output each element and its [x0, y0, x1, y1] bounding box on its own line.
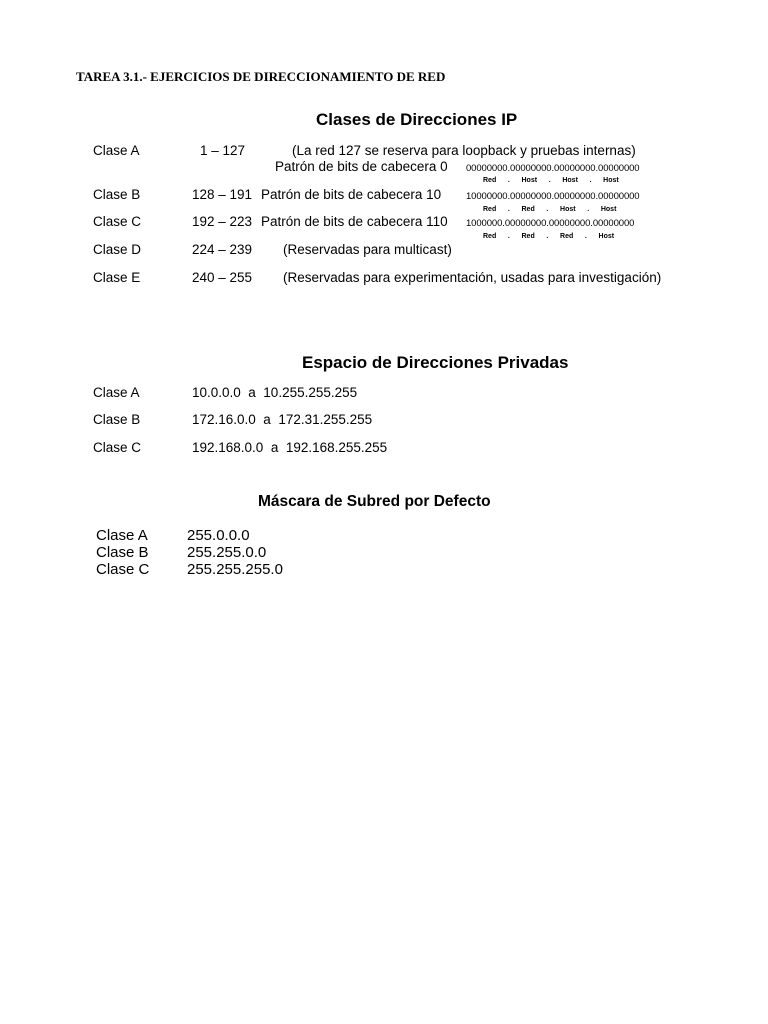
- class-c-range: 192 – 223: [192, 214, 253, 229]
- class-c-bits: 1000000.00000000.00000000.00000000: [466, 218, 635, 229]
- class-b-bits: 10000000.00000000.00000000.00000000: [466, 191, 640, 202]
- private-class-a-range: 10.0.0.0 a 10.255.255.255: [192, 385, 358, 400]
- class-d-range: 224 – 239: [192, 242, 253, 257]
- private-class-c-name: Clase C: [93, 440, 142, 455]
- class-c-bit-labels: Red . Red . Red . Host: [483, 233, 615, 240]
- class-d-note: (Reservadas para multicast): [283, 242, 452, 257]
- private-class-c-range: 192.168.0.0 a 192.168.255.255: [192, 440, 388, 455]
- class-a-pattern: Patrón de bits de cabecera 0: [275, 159, 448, 174]
- private-space-title: Espacio de Direcciones Privadas: [302, 353, 569, 372]
- default-mask-title: Máscara de Subred por Defecto: [258, 493, 491, 510]
- class-d-name: Clase D: [93, 242, 142, 257]
- mask-class-a-name: Clase A: [96, 527, 148, 544]
- class-c-pattern: Patrón de bits de cabecera 110: [261, 214, 448, 229]
- class-b-range: 128 – 191: [192, 187, 253, 202]
- mask-class-b-value: 255.255.0.0: [187, 544, 267, 561]
- class-e-note: (Reservadas para experimentación, usadas para investigación): [283, 270, 662, 285]
- mask-class-b-name: Clase B: [96, 544, 149, 561]
- class-a-bits: 00000000.00000000.00000000.00000000: [466, 163, 640, 174]
- private-class-a-name: Clase A: [93, 385, 140, 400]
- class-b-pattern: Patrón de bits de cabecera 10: [261, 187, 442, 202]
- private-class-b-range: 172.16.0.0 a 172.31.255.255: [192, 412, 373, 427]
- class-a-range: 1 – 127: [200, 143, 246, 158]
- class-a-name: Clase A: [93, 143, 140, 158]
- class-c-name: Clase C: [93, 214, 142, 229]
- private-class-b-name: Clase B: [93, 412, 141, 427]
- class-a-bit-labels: Red . Host . Host . Host: [483, 177, 619, 184]
- class-e-range: 240 – 255: [192, 270, 253, 285]
- class-a-note: (La red 127 se reserva para loopback y pruebas internas): [292, 143, 636, 158]
- class-b-bit-labels: Red . Red . Host . Host: [483, 206, 617, 213]
- class-b-name: Clase B: [93, 187, 141, 202]
- mask-class-c-name: Clase C: [96, 561, 150, 578]
- class-e-name: Clase E: [93, 270, 141, 285]
- mask-class-a-value: 255.0.0.0: [187, 527, 250, 544]
- mask-class-c-value: 255.255.255.0: [187, 561, 283, 578]
- document-title: TAREA 3.1.- EJERCICIOS DE DIRECCIONAMIENTO DE RED: [76, 69, 446, 84]
- ip-classes-title: Clases de Direcciones IP: [316, 110, 518, 129]
